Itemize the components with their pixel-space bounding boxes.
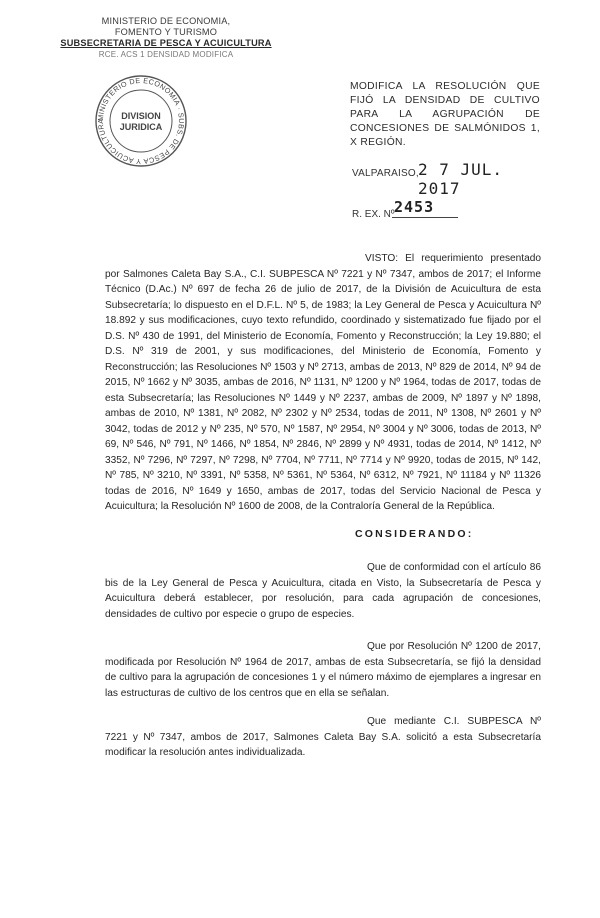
resolution-label: R. EX. Nº xyxy=(352,209,395,220)
considerando-heading: CONSIDERANDO: xyxy=(355,528,474,540)
stamp-center-line1: DIVISION xyxy=(121,111,161,121)
resolution-number: 2453 xyxy=(394,198,435,216)
resolution-underline xyxy=(392,217,458,218)
considerando-paragraph-1: Que de conformidad con el artículo 86 bis de la Ley General de Pesca y Acuicultura, citada en Visto, la Subsecretaría de Pesca y Acuicultura deberá establecer, por resolución, para cada agrupación de concesiones, densidades de cultivo por especie o grupo de especies. xyxy=(105,562,541,620)
considerando-paragraph-2: Que por Resolución Nº 1200 de 2017, modificada por Resolución Nº 1964 de 2017, ambas de esta Subsecretaría, se fijó la densidad de cultivo para la agrupación de concesiones 1 y el número máximo de ejemplares a ingresar en las estructuras de cultivo de los centros que en ella se señalan. xyxy=(105,641,541,699)
ministry-name: MINISTERIO DE ECONOMIA, xyxy=(101,16,231,26)
resolution-number-block xyxy=(352,198,512,224)
division-juridica-stamp xyxy=(93,73,189,169)
date-stamp: 2 7 JUL. 2017 xyxy=(418,160,504,198)
resolution-subject: MODIFICA LA RESOLUCIÓN QUE FIJÓ LA DENSIDAD DE CULTIVO PARA LA AGRUPACIÓN DE CONCESIONES DE SALMÓNIDOS 1, X REGIÓN. xyxy=(350,81,540,148)
stamp-seal xyxy=(93,73,189,169)
date-city: VALPARAISO, xyxy=(352,168,419,179)
considerando-paragraph-3: Que mediante C.I. SUBPESCA Nº 7221 y Nº 7347, ambos de 2017, Salmones Caleta Bay S.A. solicitó a esta Subsecretaría modificar la resolución antes individualizada. xyxy=(105,716,541,758)
visto-paragraph: VISTO: El requerimiento presentado por Salmones Caleta Bay S.A., C.I. SUBPESCA Nº 7221 y Nº 7347, ambos de 2017; el Informe Técnico (D.Ac.) Nº 697 de fecha 26 de julio de 2017, de la División de Acuicultura de esta Subsecretaría; lo dispuesto en el D.F.L. Nº 5, de 1983; la Ley General de Pesca y Acuicultura Nº 18.892 y sus modificaciones, cuyo texto refundido, coordinado y sistematizado fue fijado por el D.S. Nº 430 de 1991, del Ministerio de Economía, Fomento y Reconstrucción; la Ley 19.880; el D.S. Nº 319 de 2001, y sus modificaciones, del Ministerio de Economía, Fomento y Reconstrucción; las Resoluciones Nº 1503 y Nº 2713, ambas de 2013, Nº 829 de 2014, Nº 94 de 2015, Nº 1662 y Nº 3035, ambas de 2016, Nº 1131, Nº 1200 y Nº 1964, todas de 2017, todas de esta Subsecretaría; las Resoluciones Nº 1449 y Nº 2237, ambas de 2009, Nº 1897 y Nº 1898, ambas de 2010, Nº 1381, Nº 2082, Nº 2302 y Nº 2534, todas de 2011, Nº 1308, Nº 2601 y Nº 3042, todas de 2012 y Nº 235, Nº 570, Nº 1587, Nº 2954, Nº 3004 y Nº 3006, todas de 2013, Nº 69, Nº 546, Nº 791, Nº 1466, Nº 1854, Nº 2846, Nº 2899 y Nº 4931, todas de 2014, Nº 1412, Nº 3352, Nº 7296, Nº 7297, Nº 7298, Nº 7704, Nº 7711, Nº 7714 y Nº 9920, todas de 2015, Nº 142, Nº 785, Nº 3210, Nº 3391, Nº 5358, Nº 5361, Nº 5364, Nº 6312, Nº 7921, Nº 11184 y Nº 11326 todas de 2016, Nº 1649 y 1650, ambas de 2017, todas del Servicio Nacional de Pesca y Acuicultura; la Resolución Nº 1600 de 2008, de la Contraloría General de la República. xyxy=(105,253,541,512)
stamp-center-line2: JURIDICA xyxy=(119,122,163,132)
stamp-arc-text: MINISTERIO DE ECONOMIA · SUBS. DE PESCA Y ACUICULTURA xyxy=(95,75,187,167)
ministry-name-cont: FOMENTO Y TURISMO xyxy=(114,27,218,37)
date-block xyxy=(352,160,552,198)
file-reference: RCE. ACS 1 DENSIDAD MODIFICA xyxy=(98,50,234,59)
letterhead xyxy=(56,16,276,60)
undersecretariat-name: SUBSECRETARIA DE PESCA Y ACUICULTURA xyxy=(60,38,272,48)
